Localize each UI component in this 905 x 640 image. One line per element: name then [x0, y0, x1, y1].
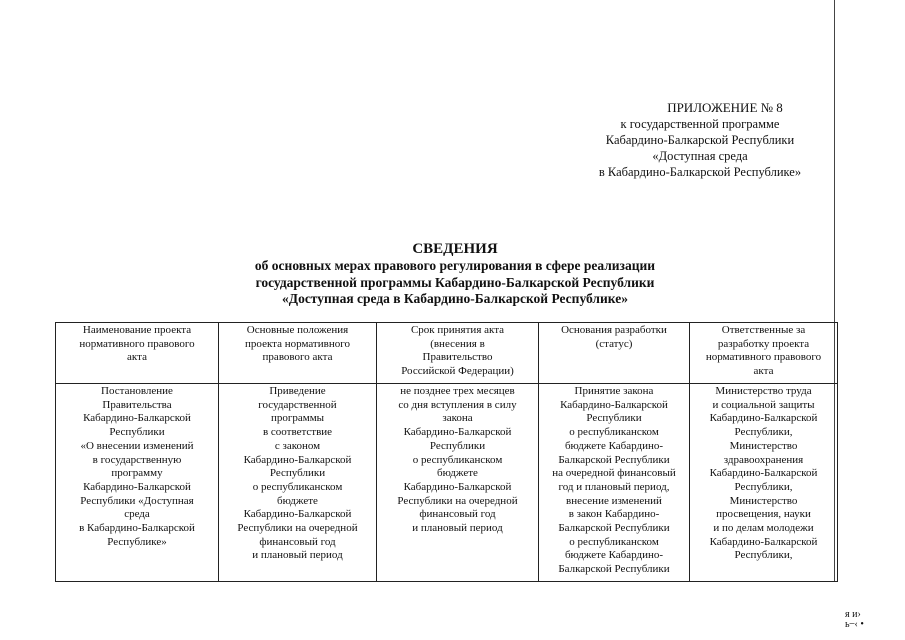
cell-act-name [56, 384, 219, 582]
cell-line: бюджете Кабардино- [564, 439, 664, 452]
table-row [56, 384, 838, 582]
header-line: разработку проекта [717, 337, 810, 350]
header-line: Основания разработки [561, 324, 667, 336]
header-line: Ответственные за [721, 324, 806, 336]
regulation-table [55, 322, 838, 582]
cell-line: Республики, [734, 480, 793, 493]
cell-line: в закон Кабардино- [568, 508, 660, 521]
cell-line: государственной [258, 398, 337, 411]
cell-line: Балкарской Республики [558, 453, 670, 466]
column-header-adoption-deadline [377, 323, 539, 384]
document-heading [150, 240, 760, 308]
cell-line: Кабардино-Балкарской [403, 480, 512, 493]
cell-line: закона [442, 412, 473, 425]
cell-line: здравоохранения [723, 453, 804, 466]
appendix-line: «Доступная среда [652, 149, 748, 163]
cell-line: Республике» [107, 535, 167, 548]
cell-line: Министерство труда [715, 385, 812, 397]
header-line: нормативного правового [705, 351, 822, 364]
header-line: Правительство [422, 351, 493, 364]
cell-line: не позднее трех месяцев [400, 385, 515, 397]
cell-line: Республики [269, 467, 326, 480]
appendix-line: к государственной программе [620, 117, 780, 131]
cell-line: Балкарской Республики [558, 522, 670, 535]
cell-line: Приведение [269, 385, 326, 397]
cell-line: Кабардино-Балкарской [709, 535, 818, 548]
cell-line: Республики [109, 426, 165, 439]
cell-line: Постановление [101, 385, 173, 397]
header-line: Основные положения [246, 324, 349, 336]
cell-line: Республики, [734, 426, 793, 439]
cell-line: Кабардино-Балкарской [709, 467, 818, 480]
header-line: (внесения в [430, 337, 485, 350]
cell-line: Республики «Доступная [80, 494, 194, 507]
document-subtitle-line: государственной программы Кабардино-Балкарской Республики [255, 274, 655, 290]
cell-line: Кабардино-Балкарской [243, 508, 352, 521]
appendix-title: ПРИЛОЖЕНИЕ № 8 [667, 100, 783, 115]
cell-line: бюджете Кабардино- [564, 549, 664, 562]
cell-line: среда [124, 508, 150, 521]
document-title: СВЕДЕНИЯ [412, 241, 498, 257]
cell-line: в государственную [92, 453, 182, 466]
cell-line: в соответствие [262, 426, 333, 439]
cell-main-provisions [219, 384, 377, 582]
cell-line: финансовый год [419, 508, 496, 521]
header-line: нормативного правового [79, 337, 195, 350]
corner-mark: ь ̶ ‹ • [845, 619, 864, 630]
header-line: акта [127, 351, 147, 364]
cell-line: бюджете [437, 467, 478, 480]
cell-line: и плановый период [412, 522, 503, 535]
column-header-act-name [56, 323, 219, 384]
cell-line: о республиканском [569, 535, 659, 548]
cell-grounds [539, 384, 690, 582]
cell-line: год и плановый период, [558, 480, 670, 493]
cell-line: Балкарской Республики [558, 563, 670, 576]
column-header-grounds [539, 323, 690, 384]
cell-line: со дня вступления в силу [398, 398, 517, 411]
cell-line: внесение изменений [566, 494, 662, 507]
cell-line: с законом [274, 439, 321, 452]
cell-line: Республики на очередной [237, 522, 358, 535]
document-subtitle-line: «Доступная среда в Кабардино-Балкарской Республике» [282, 291, 628, 306]
cell-line: Кабардино-Балкарской [403, 426, 512, 439]
cell-line: Министерство [729, 439, 798, 452]
header-line: правового акта [262, 351, 333, 364]
cell-line: программу [111, 467, 163, 480]
cell-line: Правительства [102, 398, 172, 411]
cell-line: в Кабардино-Балкарской [79, 522, 195, 535]
cell-line: Кабардино-Балкарской [560, 398, 668, 411]
cell-line: о республиканском [569, 426, 659, 439]
column-header-main-provisions [219, 323, 377, 384]
appendix-block [560, 100, 840, 180]
cell-adoption-deadline [377, 384, 539, 582]
cell-line: Кабардино-Балкарской [243, 453, 352, 466]
cell-responsible [690, 384, 838, 582]
cell-line: Республики, [734, 549, 793, 562]
cell-line: программы [270, 412, 325, 425]
cell-line: о республиканском [412, 453, 503, 466]
cell-line: бюджете [277, 494, 318, 507]
cell-line: Кабардино-Балкарской [83, 412, 191, 425]
cell-line: Республики [586, 412, 642, 425]
cell-line: Республики [429, 439, 486, 452]
cell-line: и плановый период [252, 549, 343, 562]
appendix-line: в Кабардино-Балкарской Республике» [598, 165, 802, 179]
table-header-row [56, 323, 838, 384]
cell-line: Кабардино-Балкарской [709, 412, 818, 425]
document-subtitle-line: об основных мерах правового регулирования в сфере реализации [254, 258, 656, 273]
cell-line: на очередной финансовый [552, 467, 676, 480]
cell-line: Республики на очередной [397, 494, 518, 507]
cell-line: Принятие закона [574, 385, 654, 397]
cell-line: и социальной защиты [712, 398, 815, 411]
column-header-responsible [690, 323, 838, 384]
cell-line: «О внесении изменений [80, 439, 194, 452]
header-line: Срок принятия акта [410, 324, 505, 336]
scan-corner-marks [845, 610, 895, 630]
header-line: акта [753, 365, 774, 378]
cell-line: и по делам молодежи [713, 522, 814, 535]
cell-line: Кабардино-Балкарской [83, 480, 191, 493]
cell-line: просвещения, науки [716, 508, 811, 521]
cell-line: о республиканском [252, 480, 343, 493]
cell-line: финансовый год [259, 535, 336, 548]
header-line: (статус) [595, 337, 633, 350]
header-line: Российской Федерации) [401, 365, 514, 378]
header-line: Наименование проекта [82, 324, 192, 336]
header-line: проекта нормативного [245, 337, 350, 350]
appendix-line: Кабардино-Балкарской Республики [605, 133, 795, 147]
corner-mark: я и› [845, 609, 861, 620]
cell-line: Министерство [729, 494, 798, 507]
